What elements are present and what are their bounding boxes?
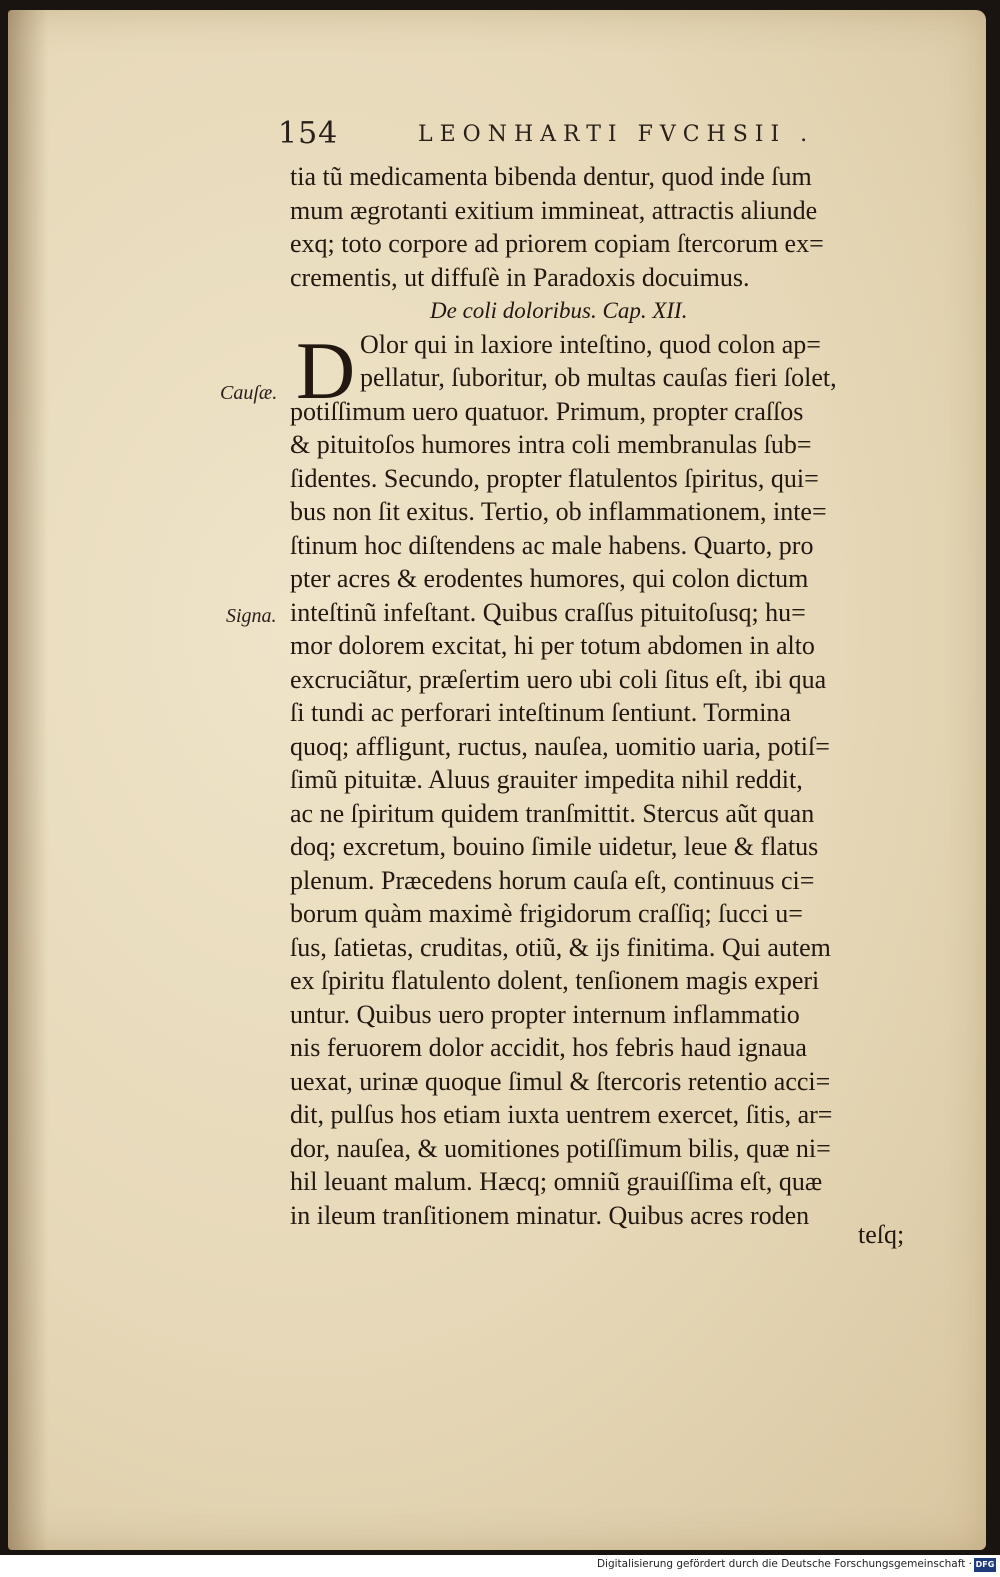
dfg-logo: DFG [974,1558,996,1572]
text-line: dor, nauſea, & uomitiones potiſſimum bilis, quæ ni= [290,1133,831,1163]
text-line: in ileum tranſitionem minatur. Quibus acres roden [290,1200,810,1230]
page-number: 154 [278,116,339,151]
text-line: borum quàm maximè frigidorum craſſiq; ſucci u= [290,899,803,928]
book-page [8,10,986,1550]
text-line: uexat, urinæ quoque ſimul & ſtercoris retentio acci= [290,1066,831,1096]
text-line: doq; excretum, bouino ſimile uidetur, leue & flatus [290,832,819,861]
text-line: crementis, ut diffuſè in Paradoxis docuimus. [290,262,750,292]
digitization-footer [0,1555,1000,1577]
text-line: inteſtinũ infeſtant. Quibus craſſus pituitoſusq; hu= [290,597,806,627]
main-text [290,160,930,1232]
text-line: quoq; affligunt, ructus, nauſea, uomitio uaria, potiſ= [290,731,830,761]
text-line: nis feruorem dolor accidit, hos febris haud ignaua [290,1033,807,1062]
text-line: pellatur, ſuboritur, ob multas cauſas fieri ſolet, [360,363,837,392]
text-line: ac ne ſpiritum quidem tranſmittit. Stercus aũt quan [290,798,815,828]
text-line: ex ſpiritu flatulento dolent, tenſionem magis experi [290,966,820,995]
page-header [278,116,838,156]
text-line: hil leuant malum. Hæcq; omniũ grauiſſima eſt, quæ [290,1167,823,1196]
text-line: plenum. Præcedens horum cauſa eſt, continuus ci= [290,865,815,895]
text-line: ſus, ſatietas, cruditas, otiũ, & ijs finitima. Qui autem [290,932,831,962]
margin-note-causae: Cauſæ. [220,382,278,404]
text-line: mum ægrotanti exitium immineat, attractis aliunde [290,195,818,225]
catchword: teſq; [858,1220,905,1249]
text-line: dit, pulſus hos etiam iuxta uentrem exercet, ſitis, ar= [290,1100,833,1129]
running-head: LEONHARTI FVCHSII . [418,122,815,147]
text-line: untur. Quibus uero propter internum inflammatio [290,999,800,1029]
initial-letter: D [296,325,356,416]
text-line: ſidentes. Secundo, propter flatulentos ſpiritus, qui= [290,463,819,493]
text-line: potiſſimum uero quatuor. Primum, propter craſſos [290,396,804,426]
text-line: ſimũ pituitæ. Aluus grauiter impedita nihil reddit, [290,765,803,794]
text-line: ſi tundi ac perforari inteſtinum ſentiunt. Tormina [290,698,791,727]
text-line: exq; toto corpore ad priorem copiam ſtercorum ex= [290,229,824,258]
gutter-shadow [8,10,48,1550]
text-line: pter acres & erodentes humores, qui colon dictum [290,564,809,593]
text-line: & pituitoſos humores intra coli membranulas ſub= [290,430,812,459]
chapter-heading: De coli doloribus. Cap. XII. [430,298,688,323]
text-line: mor dolorem excitat, hi per totum abdomen in alto [290,631,815,660]
text-line: Olor qui in laxiore inteſtino, quod colon ap= [360,329,821,359]
margin-note-signa: Signa. [226,605,277,627]
footer-credit: Digitalisierung gefördert durch die Deutsche Forschungsgemeinschaft · [596,1558,972,1570]
text-line: excruciãtur, præſertim uero ubi coli ſitus eſt, ibi qua [290,664,827,694]
text-line: bus non ſit exitus. Tertio, ob inflammationem, inte= [290,497,827,526]
text-line: tia tũ medicamenta bibenda dentur, quod inde ſum [290,162,812,191]
text-line: ſtinum hoc diſtendens ac male habens. Quarto, pro [290,530,814,560]
